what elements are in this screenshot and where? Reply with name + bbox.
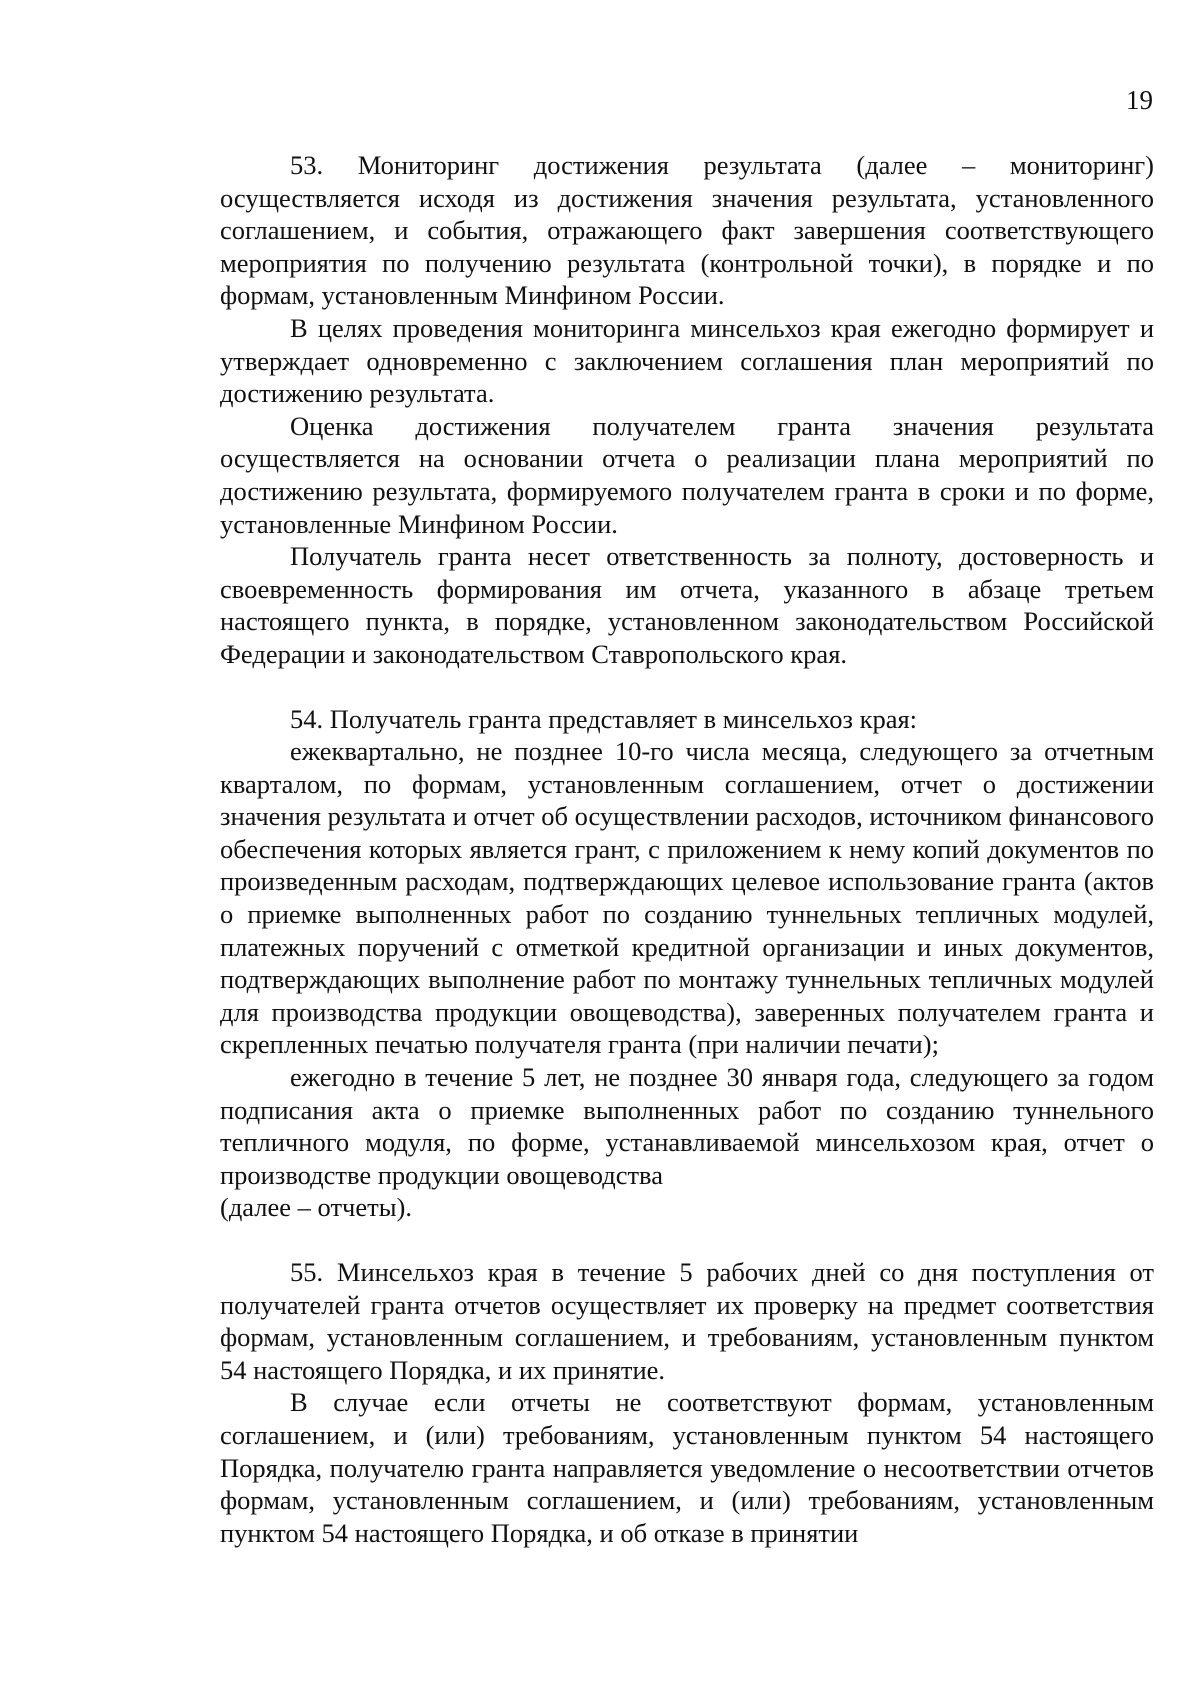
paragraph-54-annually: ежегодно в течение 5 лет, не позднее 30 января года, следующего за годом подписания акта о приемке выполненных работ по созданию туннельного тепличного модуля, по форме, устанавливаемой минсельхозом края, отчет о производстве продукции овощеводства bbox=[220, 1062, 1154, 1190]
page-number: 19 bbox=[1126, 85, 1153, 115]
paragraph-55-nonconformity: В случае если отчеты не соответствуют формам, установленным соглашением, и (или) требованиям, установленным пунктом 54 настоящего Порядка, получателю гранта направляется уведомление о несоответствии отчетов формам, установленным соглашением, и (или) требованиям, установленным пунктом 54 настоящего Порядка, и об отказе в принятии bbox=[220, 1387, 1154, 1548]
section-gap bbox=[220, 671, 1154, 703]
paragraph-53-responsibility: Получатель гранта несет ответственность за полноту, достоверность и своевременность формирования им отчета, указанного в абзаце третьем настоящего пункта, в порядке, установленном законодательством Российской Федерации и законодательством Ставропольского края. bbox=[220, 541, 1154, 669]
paragraph-54-quarterly: ежеквартально, не позднее 10-го числа месяца, следующего за отчетным кварталом, по формам, установленным соглашением, отчет о достижении значения результата и отчет об осуществлении расходов, источником финансового обеспечения которых является грант, с приложением к нему копий документов по произведенным расходам, подтверждающих целевое использование гранта (актов о приемке выполненных работ по созданию туннельных тепличных модулей, платежных поручений с отметкой кредитной организации и иных документов, подтверждающих выполнение работ по монтажу туннельных тепличных модулей для производства продукции овощеводства), заверенных получателем гранта и скрепленных печатью получателя гранта (при наличии печати); bbox=[220, 736, 1154, 1060]
document-body bbox=[220, 149, 1154, 1549]
paragraph-54-intro: 54. Получатель гранта представляет в минсельхоз края: bbox=[290, 703, 918, 734]
paragraph-53-plan: В целях проведения мониторинга минсельхоз края ежегодно формирует и утверждает одновременно с заключением соглашения план мероприятий по достижению результата. bbox=[220, 312, 1154, 409]
section-gap bbox=[220, 1224, 1154, 1256]
paragraph-53-assessment: Оценка достижения получателем гранта значения результата осуществляется на основании отчета о реализации плана мероприятий по достижению результата, формируемого получателем гранта в сроки и по форме, установленные Минфином России. bbox=[220, 410, 1154, 539]
paragraph-54-reports-definition: (далее – отчеты). bbox=[220, 1192, 412, 1223]
paragraph-53-monitoring: 53. Мониторинг достижения результата (далее – мониторинг) осуществляется исходя из достижения значения результата, установленного соглашением, и события, отражающего факт завершения соответствующего мероприятия по получению результата (контрольной точки), в порядке и по формам, установленным Минфином России. bbox=[220, 150, 1154, 311]
paragraph-55-verification: 55. Минсельхоз края в течение 5 рабочих дней со дня поступления от получателей гранта отчетов осуществляет их проверку на предмет соответствия формам, установленным соглашением, и требованиям, установленным пунктом 54 настоящего Порядка, и их принятие. bbox=[220, 1257, 1154, 1385]
